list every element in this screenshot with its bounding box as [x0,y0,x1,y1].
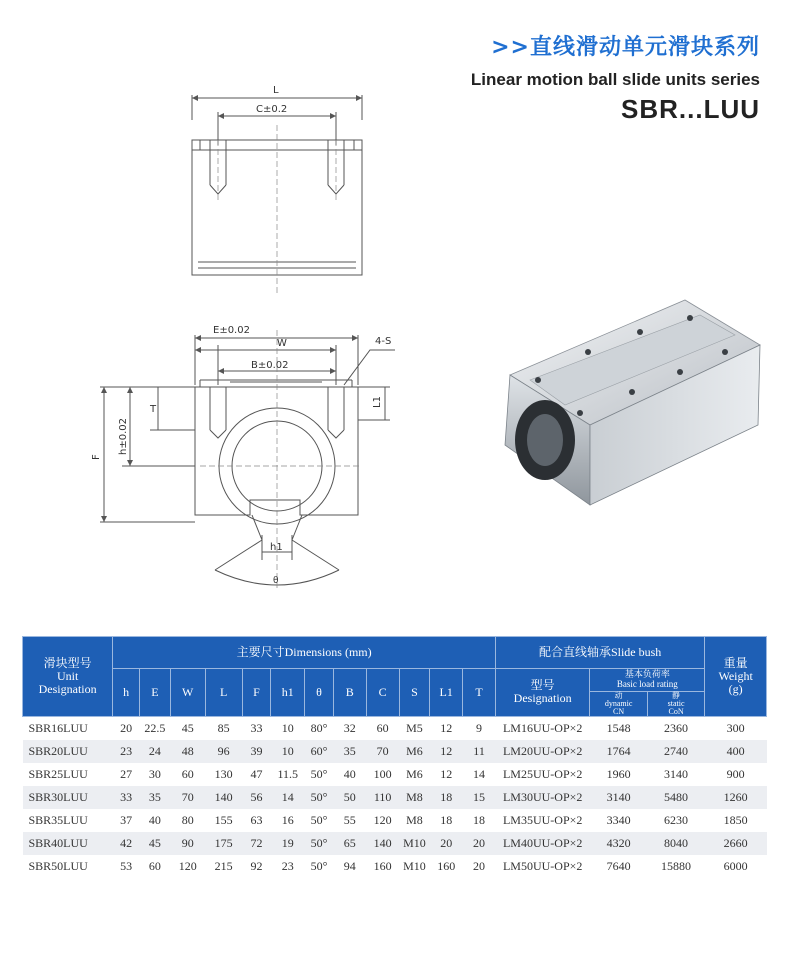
table-cell: 300 [705,716,767,740]
table-cell: 11.5 [271,763,305,786]
table-cell: 40 [333,763,366,786]
table-cell: 50° [305,855,334,878]
series-model: SBR...LUU [621,94,760,124]
table-cell: 6230 [647,809,704,832]
col-E: E [139,669,170,717]
table-cell: 140 [366,832,399,855]
stat-en: static [667,698,685,708]
table-cell: 18 [430,809,463,832]
table-cell: 18 [463,809,496,832]
table-cell: LM50UU-OP×2 [495,855,589,878]
table-row [23,763,767,786]
table-cell: 9 [463,716,496,740]
table-cell: 45 [170,716,205,740]
table-cell: LM20UU-OP×2 [495,740,589,763]
table-cell: 22.5 [139,716,170,740]
table-cell: 18 [430,786,463,809]
header-unit-cn: 滑块型号 [43,655,92,670]
table-cell: 53 [113,855,140,878]
table-cell: 14 [463,763,496,786]
table-cell: LM25UU-OP×2 [495,763,589,786]
table-cell: SBR35LUU [23,809,113,832]
table-cell: 12 [430,716,463,740]
table-cell: 2660 [705,832,767,855]
table-cell: 70 [366,740,399,763]
col-S: S [399,669,430,717]
table-cell: 23 [271,855,305,878]
stat-sym: CoN [668,706,684,716]
table-cell: 10 [271,716,305,740]
table-cell: 50° [305,809,334,832]
table-cell: M5 [399,716,430,740]
table-cell: 7640 [590,855,647,878]
table-cell: 2740 [647,740,704,763]
dim-4S-label: 4-S [375,336,392,347]
header-weight-en: Weight [718,668,753,683]
table-cell: 12 [430,763,463,786]
table-cell: 27 [113,763,140,786]
dyn-sym: CN [613,706,625,716]
table-cell: 20 [430,832,463,855]
load-en: Basic load rating [616,678,678,689]
table-cell: 160 [366,855,399,878]
table-cell: 1548 [590,716,647,740]
col-static [648,692,704,716]
table-cell: 24 [139,740,170,763]
table-cell: 2360 [647,716,704,740]
table-cell: 47 [242,763,271,786]
col-L: L [205,669,242,717]
dyn-cn: 动 [614,690,623,700]
table-cell: SBR20LUU [23,740,113,763]
table-cell: 8040 [647,832,704,855]
table-cell: 72 [242,832,271,855]
table-cell: 60 [139,855,170,878]
table-cell: 900 [705,763,767,786]
col-B: B [333,669,366,717]
header-weight-unit: (g) [728,681,743,696]
col-theta: θ [305,669,334,717]
table-cell: 6000 [705,855,767,878]
table-cell: 20 [463,832,496,855]
table-cell: 35 [139,786,170,809]
table-cell: 215 [205,855,242,878]
col-bush-designation [495,669,589,717]
dim-L1-label: L1 [372,396,383,408]
table-cell: 1764 [590,740,647,763]
table-cell: M6 [399,740,430,763]
table-cell: 80 [170,809,205,832]
table-cell: 3140 [647,763,704,786]
table-cell: 14 [271,786,305,809]
header-weight-cn: 重量 [723,655,748,670]
col-bush-cn: 型号 [530,678,555,693]
table-cell: 42 [113,832,140,855]
header-unit-en2: Designation [38,681,97,696]
col-bush-en: Designation [513,691,572,706]
table-cell: M10 [399,832,430,855]
col-T: T [463,669,496,717]
title-english: Linear motion ball slide units series [470,70,760,89]
table-row [23,716,767,740]
col-h1: h1 [271,669,305,717]
col-W: W [170,669,205,717]
table-cell: 96 [205,740,242,763]
table-cell: 32 [333,716,366,740]
dim-theta-label: θ [273,576,279,586]
table-cell: LM30UU-OP×2 [495,786,589,809]
header-weight [705,637,767,717]
table-cell: 1850 [705,809,767,832]
col-L1: L1 [430,669,463,717]
table-cell: 90 [170,832,205,855]
table-cell: 50° [305,832,334,855]
table-cell: 100 [366,763,399,786]
table-cell: 15 [463,786,496,809]
table-cell: 92 [242,855,271,878]
dim-h1-label: h1 [270,542,283,553]
table-cell: 50° [305,786,334,809]
front-view-drawing [85,320,405,595]
table-cell: 70 [170,786,205,809]
table-cell: 3140 [590,786,647,809]
col-h: h [113,669,140,717]
table-cell: 35 [333,740,366,763]
dim-F-label: F [91,454,102,460]
stat-cn: 静 [672,690,681,700]
table-cell: 110 [366,786,399,809]
table-row [23,809,767,832]
product-illustration [490,295,775,515]
table-cell: 12 [430,740,463,763]
table-cell: M8 [399,786,430,809]
top-view-drawing [170,80,390,300]
dim-E-label: E±0.02 [213,325,250,336]
table-cell: 56 [242,786,271,809]
table-cell: 39 [242,740,271,763]
table-cell: 50° [305,763,334,786]
table-cell: 4320 [590,832,647,855]
table-cell: LM40UU-OP×2 [495,832,589,855]
table-cell: 140 [205,786,242,809]
dim-h-label: h±0.02 [118,418,129,455]
table-cell: 23 [113,740,140,763]
dim-L-label: L [273,85,279,96]
col-load-rating [590,669,705,717]
table-row [23,855,767,878]
table-cell: LM35UU-OP×2 [495,809,589,832]
table-cell: 20 [463,855,496,878]
header-unit-en1: Unit [56,668,79,683]
table-cell: 60 [170,763,205,786]
load-cn: 基本负荷率 [624,669,670,679]
table-row [23,832,767,855]
table-body [23,716,767,878]
table-cell: 3340 [590,809,647,832]
table-row [23,786,767,809]
table-cell: 33 [113,786,140,809]
col-F: F [242,669,271,717]
table-cell: 1260 [705,786,767,809]
table-cell: SBR25LUU [23,763,113,786]
table-cell: SBR30LUU [23,786,113,809]
table-cell: 63 [242,809,271,832]
table-cell: 60 [366,716,399,740]
table-cell: 15880 [647,855,704,878]
table-cell: SBR40LUU [23,832,113,855]
col-C: C [366,669,399,717]
table-cell: 175 [205,832,242,855]
table-cell: 20 [113,716,140,740]
table-cell: 60° [305,740,334,763]
table-cell: 50 [333,786,366,809]
title-chinese: >>直线滑动单元滑块系列 [491,35,760,60]
table-cell: M6 [399,763,430,786]
table-cell: 30 [139,763,170,786]
dim-W-label: W [277,338,287,349]
table-cell: 120 [170,855,205,878]
table-cell: 65 [333,832,366,855]
table-cell: 85 [205,716,242,740]
table-cell: 55 [333,809,366,832]
table-cell: 94 [333,855,366,878]
col-dynamic [590,692,647,716]
table-cell: 16 [271,809,305,832]
table-cell: SBR16LUU [23,716,113,740]
table-cell: 40 [139,809,170,832]
table-cell: 48 [170,740,205,763]
table-cell: 1960 [590,763,647,786]
dim-C-label: C±0.2 [256,104,288,115]
dim-B-label: B±0.02 [251,360,289,371]
header-unit-designation [23,637,113,717]
table-cell: LM16UU-OP×2 [495,716,589,740]
table-cell: 80° [305,716,334,740]
table-cell: 160 [430,855,463,878]
table-cell: 155 [205,809,242,832]
dyn-en: dynamic [604,698,633,708]
dim-T-label: T [150,404,157,415]
table-cell: 19 [271,832,305,855]
header-slide-bush: 配合直线轴承Slide bush [495,637,704,669]
table-row [23,740,767,763]
table-cell: 33 [242,716,271,740]
table-cell: 130 [205,763,242,786]
table-cell: 45 [139,832,170,855]
header-dimensions: 主要尺寸Dimensions (mm) [113,637,496,669]
table-cell: 10 [271,740,305,763]
table-cell: M10 [399,855,430,878]
specification-table [22,636,767,878]
table-cell: 37 [113,809,140,832]
table-cell: 120 [366,809,399,832]
table-cell: 11 [463,740,496,763]
table-cell: SBR50LUU [23,855,113,878]
table-cell: 400 [705,740,767,763]
table-cell: 5480 [647,786,704,809]
table-cell: M8 [399,809,430,832]
